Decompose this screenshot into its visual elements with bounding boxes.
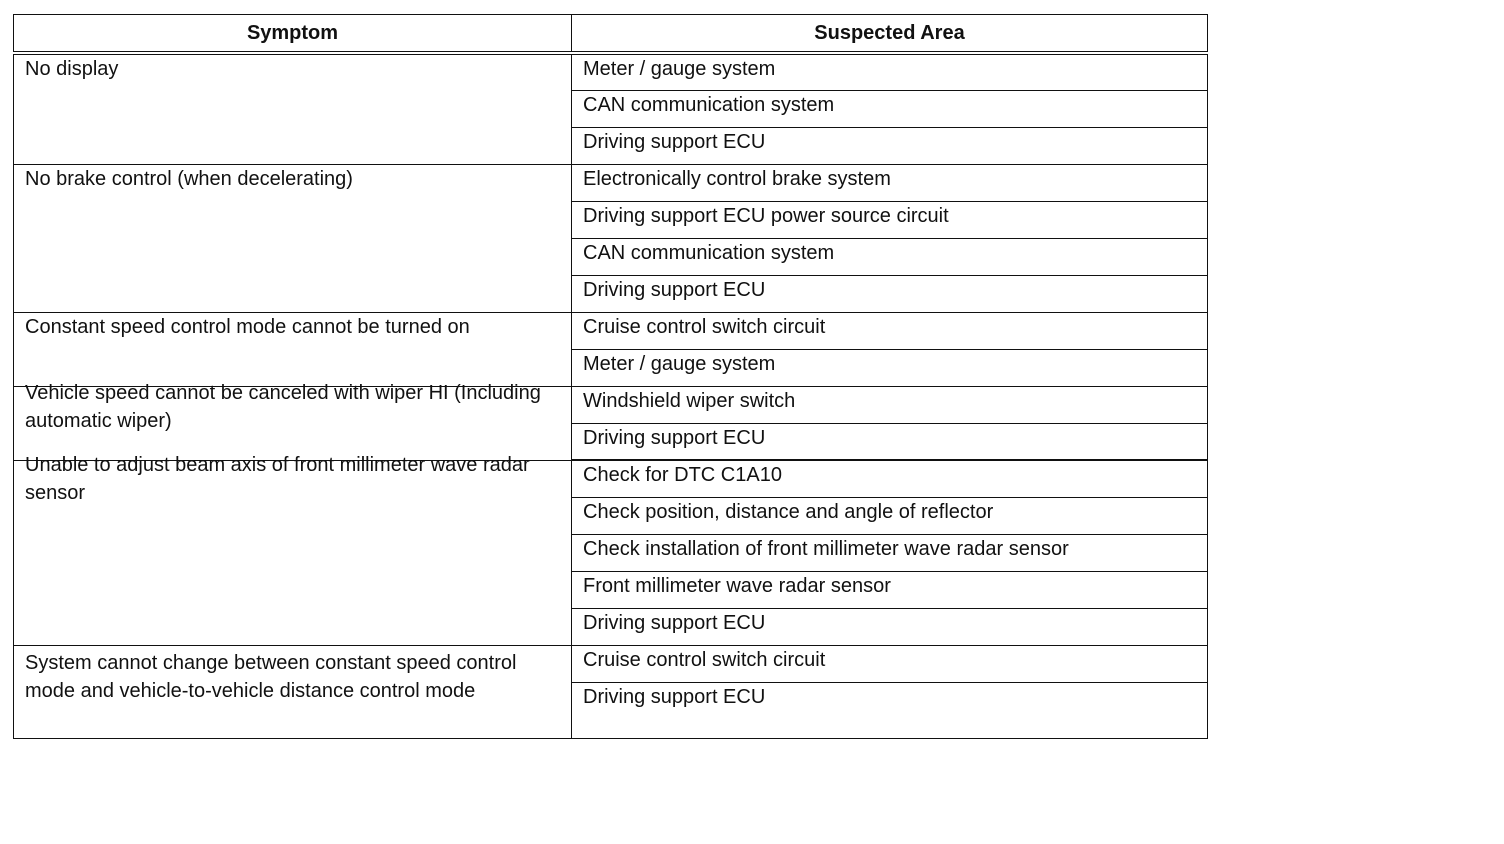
suspected-area-cell: CAN communication system (572, 90, 1208, 127)
symptom-header: Symptom (14, 15, 572, 54)
symptom-cell: Unable to adjust beam axis of front millimeter wave radar sensor (14, 460, 572, 645)
suspected-area-cell: Check for DTC C1A10 (572, 460, 1208, 497)
table-row (14, 645, 1208, 682)
table-row (14, 53, 1208, 90)
suspected-area-cell: Cruise control switch circuit (572, 645, 1208, 682)
table-row (14, 164, 1208, 201)
symptom-cell: No display (14, 53, 572, 164)
suspected-area-cell: Check position, distance and angle of reflector (572, 497, 1208, 534)
suspected-area-cell: Driving support ECU (572, 127, 1208, 164)
suspected-area-cell: Cruise control switch circuit (572, 312, 1208, 349)
suspected-area-cell: Windshield wiper switch (572, 386, 1208, 423)
header-row (14, 15, 1208, 54)
symptom-cell: Vehicle speed cannot be canceled with wiper HI (Including automatic wiper) (14, 386, 572, 460)
table-row (14, 460, 1208, 497)
suspected-area-cell: Driving support ECU power source circuit (572, 201, 1208, 238)
symptom-cell: No brake control (when decelerating) (14, 164, 572, 312)
symptom-cell: Constant speed control mode cannot be turned on (14, 312, 572, 386)
suspected-area-cell: Driving support ECU (572, 682, 1208, 738)
suspected-area-cell: Driving support ECU (572, 608, 1208, 645)
suspected-area-header: Suspected Area (572, 15, 1208, 54)
problem-symptoms-table (13, 14, 1208, 739)
suspected-area-cell: Driving support ECU (572, 423, 1208, 460)
suspected-area-cell: Meter / gauge system (572, 349, 1208, 386)
table-row (14, 386, 1208, 423)
symptom-cell: System cannot change between constant speed control mode and vehicle-to-vehicle distance control mode (14, 645, 572, 738)
suspected-area-cell: Driving support ECU (572, 275, 1208, 312)
suspected-area-cell: CAN communication system (572, 238, 1208, 275)
suspected-area-cell: Meter / gauge system (572, 53, 1208, 90)
suspected-area-cell: Front millimeter wave radar sensor (572, 571, 1208, 608)
suspected-area-cell: Electronically control brake system (572, 164, 1208, 201)
table-row (14, 312, 1208, 349)
suspected-area-cell: Check installation of front millimeter wave radar sensor (572, 534, 1208, 571)
